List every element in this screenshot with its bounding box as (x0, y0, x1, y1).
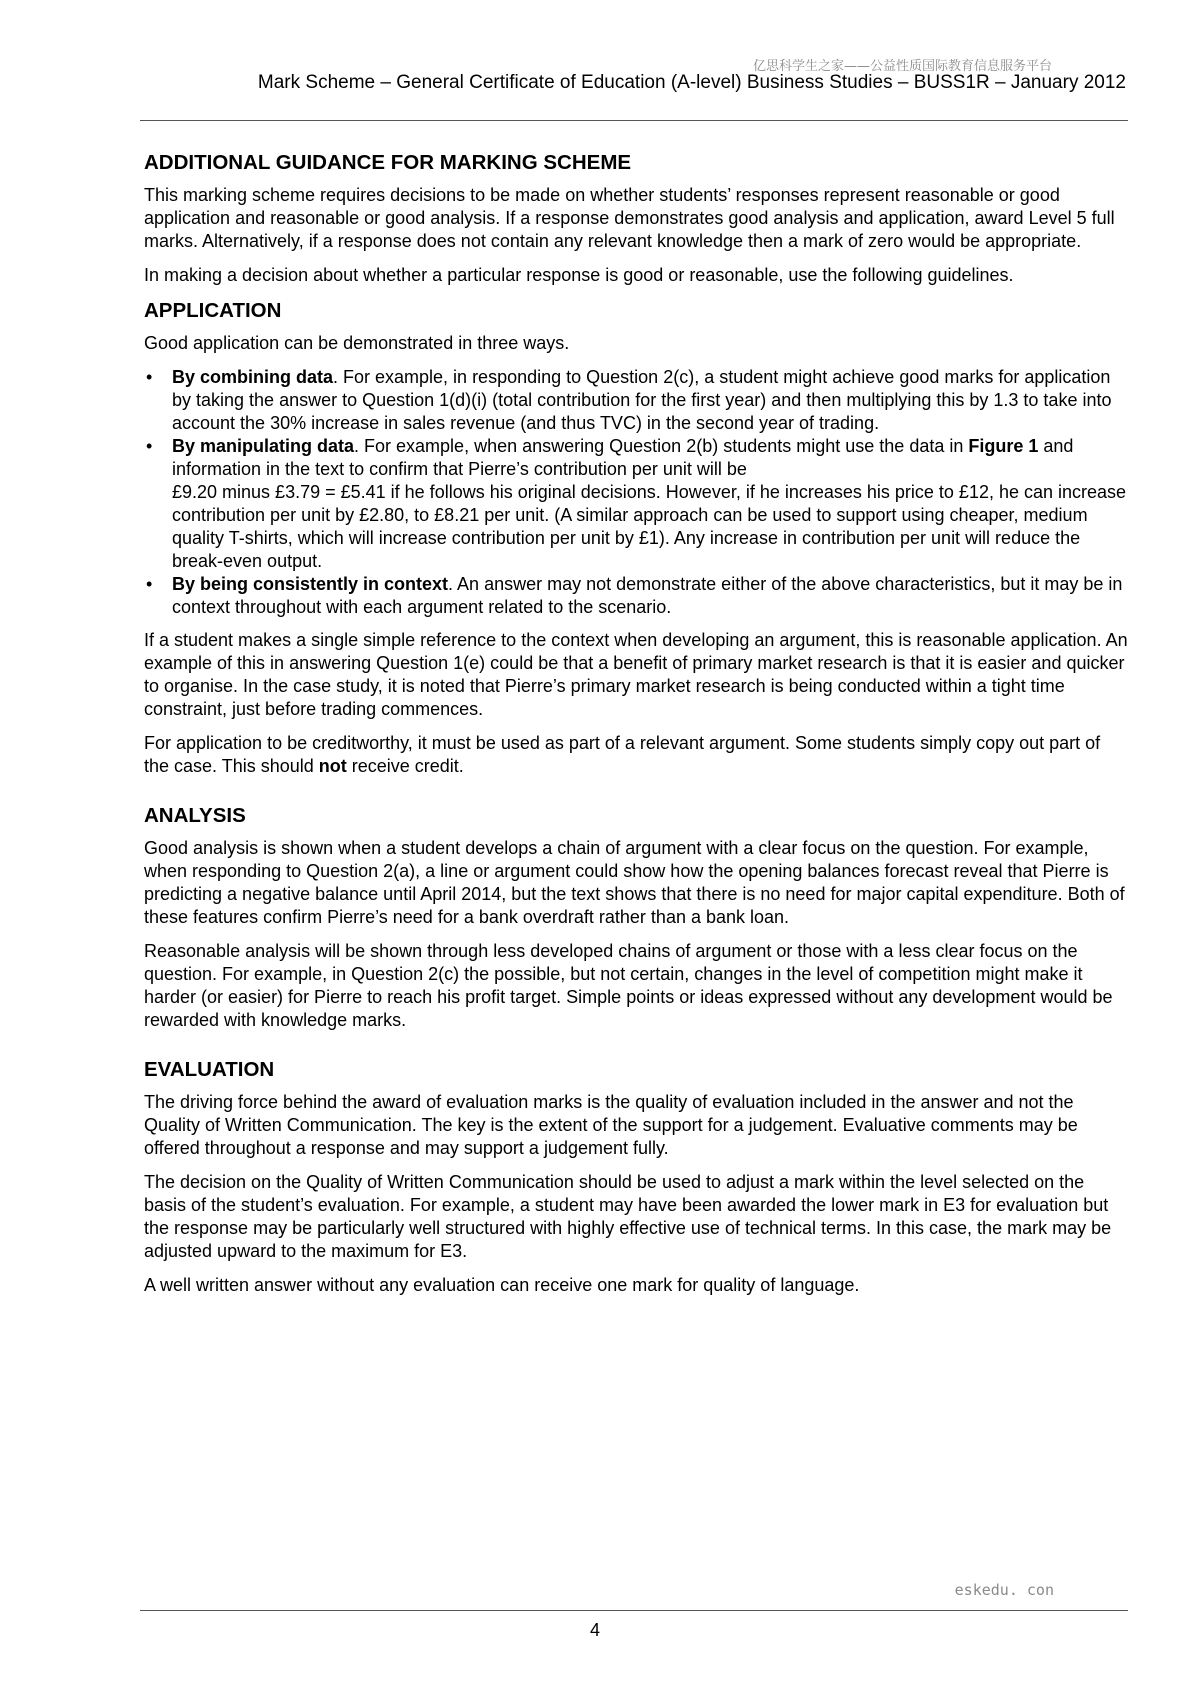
guidance-paragraph-2: In making a decision about whether a particular response is good or reasonable, use the following guidelines. (144, 265, 1014, 285)
bullet-text: £9.20 minus £3.79 = £5.41 if he follows his original decisions. However, if he increases his price to £12, he can increase contribution per unit by £2.80, to £8.21 per unit. (A similar approach can be used to support using cheaper, medium quality T-shirts, which will increase contribution per unit by £1). Any increase in contribution per unit will reduce the break-even output. (172, 482, 1127, 571)
footer-divider (140, 1610, 1128, 1611)
figure-reference: Figure 1 (968, 436, 1039, 456)
bullet-text: . For example, in responding to Question 2(c), a student might achieve good marks for application by taking the answer to Question 1(d)(i) (total contribution for the first year) and then multiplying this by 1.3 to take into account the 30% increase in sales revenue (and thus TVC) in the second year of trading. (172, 367, 1112, 433)
list-item (144, 573, 1128, 619)
guidance-paragraph-1: This marking scheme requires decisions to be made on whether students’ responses represent reasonable or good application and reasonable or good analysis. If a response demonstrates good analysis and application, award Level 5 full marks. Alternatively, if a response does not contain any relevant knowledge then a mark of zero would be appropriate. (144, 185, 1115, 251)
bullet-lead: By manipulating data (172, 436, 355, 456)
analysis-heading: ANALYSIS (144, 804, 246, 827)
bullet-text: . An answer may not demonstrate either of the above characteristics, but it may be in context throughout with each argument related to the scenario. (172, 574, 1123, 617)
bullet-lead: By being consistently in context (172, 574, 449, 594)
bullet-text: . For example, when answering Question 2(b) students might use the data in (354, 436, 969, 456)
application-intro: Good application can be demonstrated in three ways. (144, 333, 570, 353)
running-header: Mark Scheme – General Certificate of Education (A-level) Business Studies – BUSS1R – January 2012 (257, 72, 1126, 93)
credit-text: receive credit. (346, 756, 464, 776)
application-paragraph-context: If a student makes a single simple reference to the context when developing an argument, this is reasonable application. An example of this in answering Question 1(e) could be that a benefit of primary market research is that it is easier and quicker to organise. In the case study, it is noted that Pierre’s primary market research is being conducted within a tight time constraint, just before trading commences. (144, 630, 1128, 719)
analysis-paragraph-1: Good analysis is shown when a student develops a chain of argument with a clear focus on the question. For example, when responding to Question 2(a), a line or argument could show how the opening balances forecast reveal that Pierre is predicting a negative balance until April 2014, but the text shows that there is no need for major capital expenditure. Both of these features confirm Pierre’s need for a bank overdraft rather than a bank loan. (144, 838, 1125, 927)
application-paragraph-credit (144, 732, 1128, 778)
credit-text: For application to be creditworthy, it must be used as part of a relevant argument. Some students simply copy out part of the case. This should (144, 733, 1101, 776)
watermark-top: 亿思科学生之家——公益性质国际教育信息服务平台 (752, 59, 1052, 74)
evaluation-heading: EVALUATION (144, 1058, 275, 1081)
list-item (144, 435, 1128, 573)
application-bullet-list (144, 366, 1128, 619)
credit-emphasis: not (318, 756, 347, 776)
evaluation-paragraph-2: The decision on the Quality of Written Communication should be used to adjust a mark within the level selected on the basis of the student’s evaluation. For example, a student may have been awarded the lower mark in E3 for evaluation but the response may be particularly well structured with highly effective use of technical terms. In this case, the mark may be adjusted upward to the maximum for E3. (144, 1172, 1112, 1261)
evaluation-paragraph-1: The driving force behind the award of evaluation marks is the quality of evaluation included in the answer and not the Quality of Written Communication. The key is the extent of the support for a judgement. Evaluative comments may be offered throughout a response and may support a judgement fully. (144, 1092, 1078, 1158)
list-item (144, 366, 1128, 435)
header-divider (140, 120, 1128, 121)
bullet-lead: By combining data (172, 367, 334, 387)
watermark-bottom: eskedu. con (954, 1581, 1054, 1599)
application-heading: APPLICATION (144, 299, 282, 322)
bullet-text: and information in the text to confirm that Pierre’s contribution per unit will be (172, 436, 1074, 479)
guidance-heading: ADDITIONAL GUIDANCE FOR MARKING SCHEME (144, 151, 632, 174)
page-number: 4 (589, 1620, 600, 1640)
page-content (144, 150, 1128, 1308)
evaluation-paragraph-3: A well written answer without any evaluation can receive one mark for quality of language. (144, 1275, 860, 1295)
analysis-paragraph-2: Reasonable analysis will be shown through less developed chains of argument or those with a less clear focus on the question. For example, in Question 2(c) the possible, but not certain, changes in the level of competition might make it harder (or easier) for Pierre to reach his profit target. Simple points or ideas expressed without any development would be rewarded with knowledge marks. (144, 941, 1113, 1030)
